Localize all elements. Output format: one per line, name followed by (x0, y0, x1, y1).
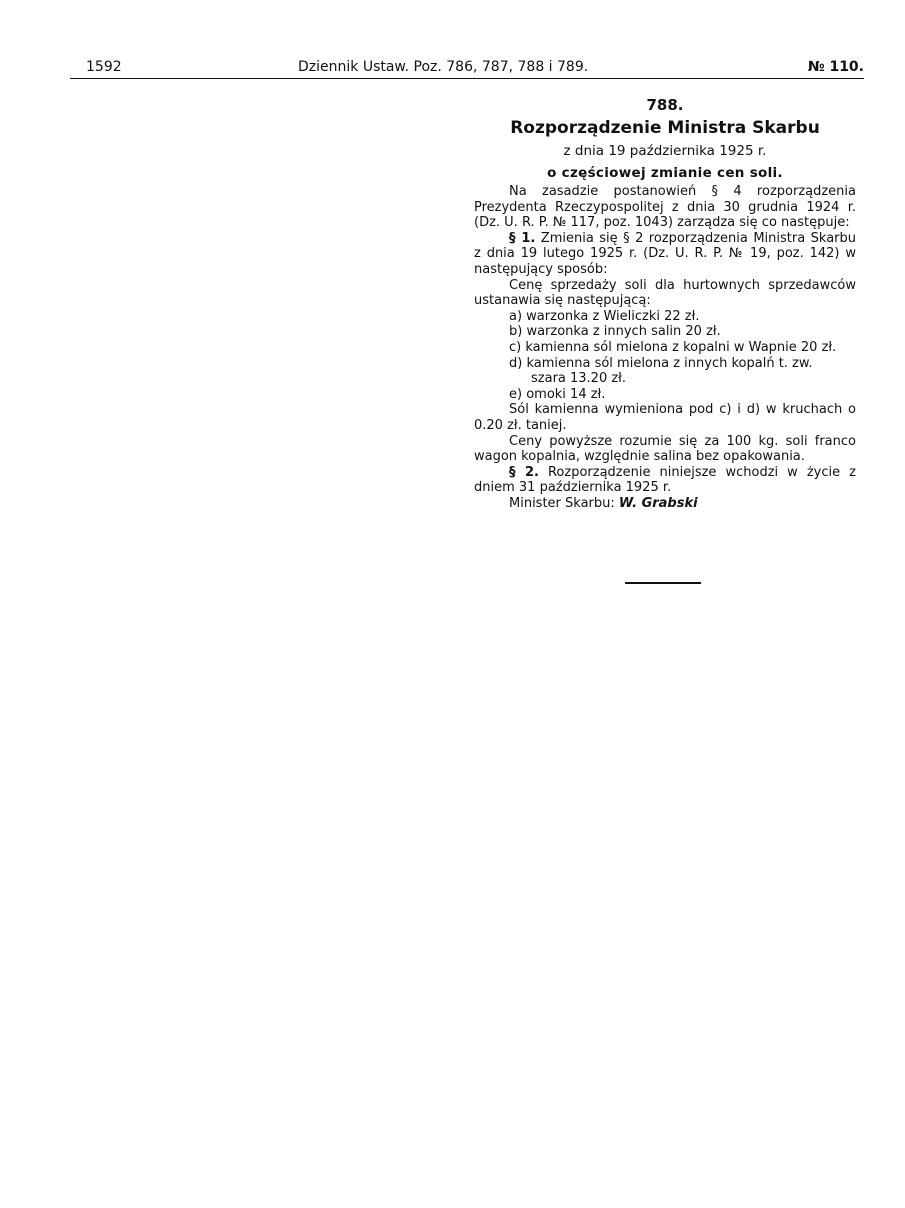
price-item-e: e) omoki 14 zł. (509, 386, 606, 402)
preamble: Na zasadzie postanowień § 4 rozporządzenia Prezydenta Rzeczypospolitej z dnia 30 grudnia 1924 r. (Dz. U. R. P. № 117, poz. 1043) zarządza się co następuje: (474, 184, 856, 231)
issue-number: № 110. (807, 59, 864, 75)
act-column (474, 94, 856, 511)
note-terms: Ceny powyższe rozumie się za 100 kg. soli franco wagon kopalnia, względnie salina bez opakowania. (474, 433, 856, 465)
note-discount: Sól kamienna wymieniona pod c) i d) w kruchach o 0.20 zł. taniej. (474, 402, 856, 433)
section-1-intro: Cenę sprzedaży soli dla hurtownych sprzedawców ustanawia się następującą: (474, 277, 856, 309)
act-title: Rozporządzenie Ministra Skarbu (510, 118, 820, 138)
signature-role: Minister Skarbu: (509, 495, 619, 511)
price-item-c: c) kamienna sól mielona z kopalni w Wapnie 20 zł. (509, 339, 837, 355)
section-2-label: § 2. (509, 464, 539, 480)
act-subject: o częściowej zmianie cen soli. (547, 165, 783, 181)
price-item-d: d) kamienna sól mielona z innych kopalń t. zw. (509, 355, 813, 371)
page-number: 1592 (86, 59, 122, 75)
closing-rule (625, 582, 701, 584)
signature (474, 496, 856, 512)
journal-title: Dziennik Ustaw. Poz. 786, 787, 788 i 789. (298, 59, 589, 75)
price-item-d-continued: szara 13.20 zł. (531, 371, 627, 387)
running-header (86, 56, 864, 78)
price-item-b: b) warzonka z innych salin 20 zł. (509, 324, 721, 340)
section-2 (474, 465, 856, 496)
header-rule (70, 78, 864, 79)
section-1-label: § 1. (509, 230, 536, 246)
act-date: z dnia 19 października 1925 r. (563, 143, 767, 159)
section-1 (474, 231, 856, 278)
act-number: 788. (646, 96, 684, 114)
section-1-text: Zmienia się § 2 rozporządzenia Ministra Skarbu z dnia 19 lutego 1925 r. (Dz. U. R. P. № 19, poz. 142) w następujący sposób: (474, 230, 856, 277)
signature-name: W. Grabski (618, 495, 698, 511)
price-item-a: a) warzonka z Wieliczki 22 zł. (509, 308, 700, 324)
section-2-text: Rozporządzenie niniejsze wchodzi w życie z dniem 31 października 1925 r. (474, 464, 856, 496)
